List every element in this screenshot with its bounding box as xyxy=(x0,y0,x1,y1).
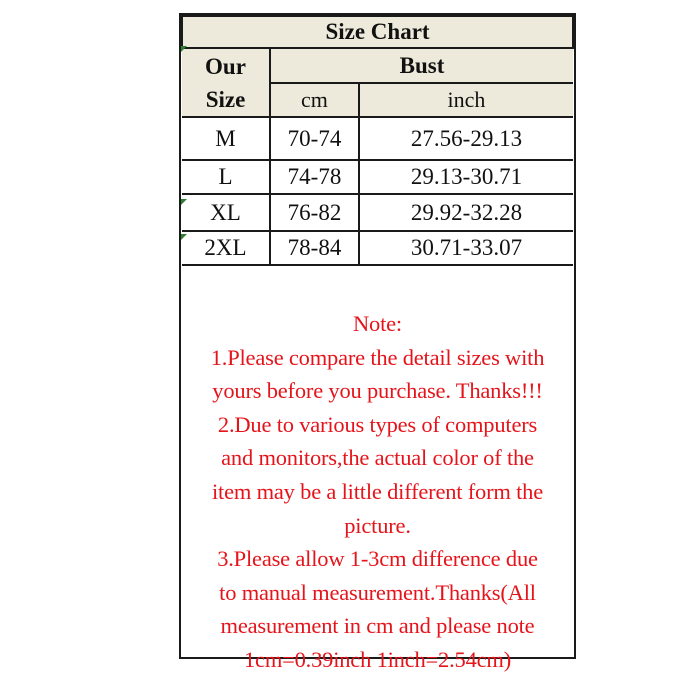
note-line: item may be a little different form the xyxy=(211,478,544,504)
inch-cell: 29.92-32.28 xyxy=(359,194,573,231)
unit-cm-label: cm xyxy=(270,83,359,117)
cm-cell: 74-78 xyxy=(270,160,359,194)
cm-cell: 76-82 xyxy=(270,194,359,231)
table-row xyxy=(182,117,573,160)
size-cell: 2XL xyxy=(182,231,270,265)
inch-cell: 27.56-29.13 xyxy=(359,117,573,160)
note-line: yours before you purchase. Thanks!!! xyxy=(212,378,543,404)
size-cell: L xyxy=(182,160,270,194)
header-row xyxy=(182,48,573,83)
cm-cell: 78-84 xyxy=(270,231,359,265)
size-cell: XL xyxy=(182,194,270,231)
note-line: 3.Please allow 1-3cm difference due xyxy=(217,546,538,572)
table-row xyxy=(182,194,573,231)
cell-marker-icon xyxy=(181,199,187,205)
unit-inch-label: inch xyxy=(359,83,573,117)
note-line: measurement in cm and please note xyxy=(220,613,535,639)
bust-column-header: Bust xyxy=(270,48,573,83)
cm-cell: 70-74 xyxy=(270,117,359,160)
cell-marker-icon xyxy=(181,46,187,52)
note-line: 2.Due to various types of computers xyxy=(217,411,538,437)
note-line: picture. xyxy=(344,512,411,538)
size-chart-panel xyxy=(179,13,576,672)
inch-cell: 29.13-30.71 xyxy=(359,160,573,194)
inch-cell: 30.71-33.07 xyxy=(359,231,573,265)
cell-marker-icon xyxy=(181,234,187,240)
note-line: 1cm=0.39inch 1inch=2.54cm) xyxy=(244,646,511,672)
chart-title: Size Chart xyxy=(182,16,573,48)
note-line: and monitors,the actual color of the xyxy=(221,445,534,471)
table-row xyxy=(182,160,573,194)
note-line: 1.Please compare the detail sizes with xyxy=(210,344,545,370)
size-chart-table xyxy=(181,15,574,266)
size-column-header: Our Size xyxy=(182,48,270,117)
note-heading: Note: xyxy=(353,311,402,336)
table-row xyxy=(182,231,573,265)
title-row xyxy=(182,16,573,48)
size-cell: M xyxy=(182,117,270,160)
note-line: to manual measurement.Thanks(All xyxy=(219,579,536,605)
notes-block xyxy=(181,307,574,677)
